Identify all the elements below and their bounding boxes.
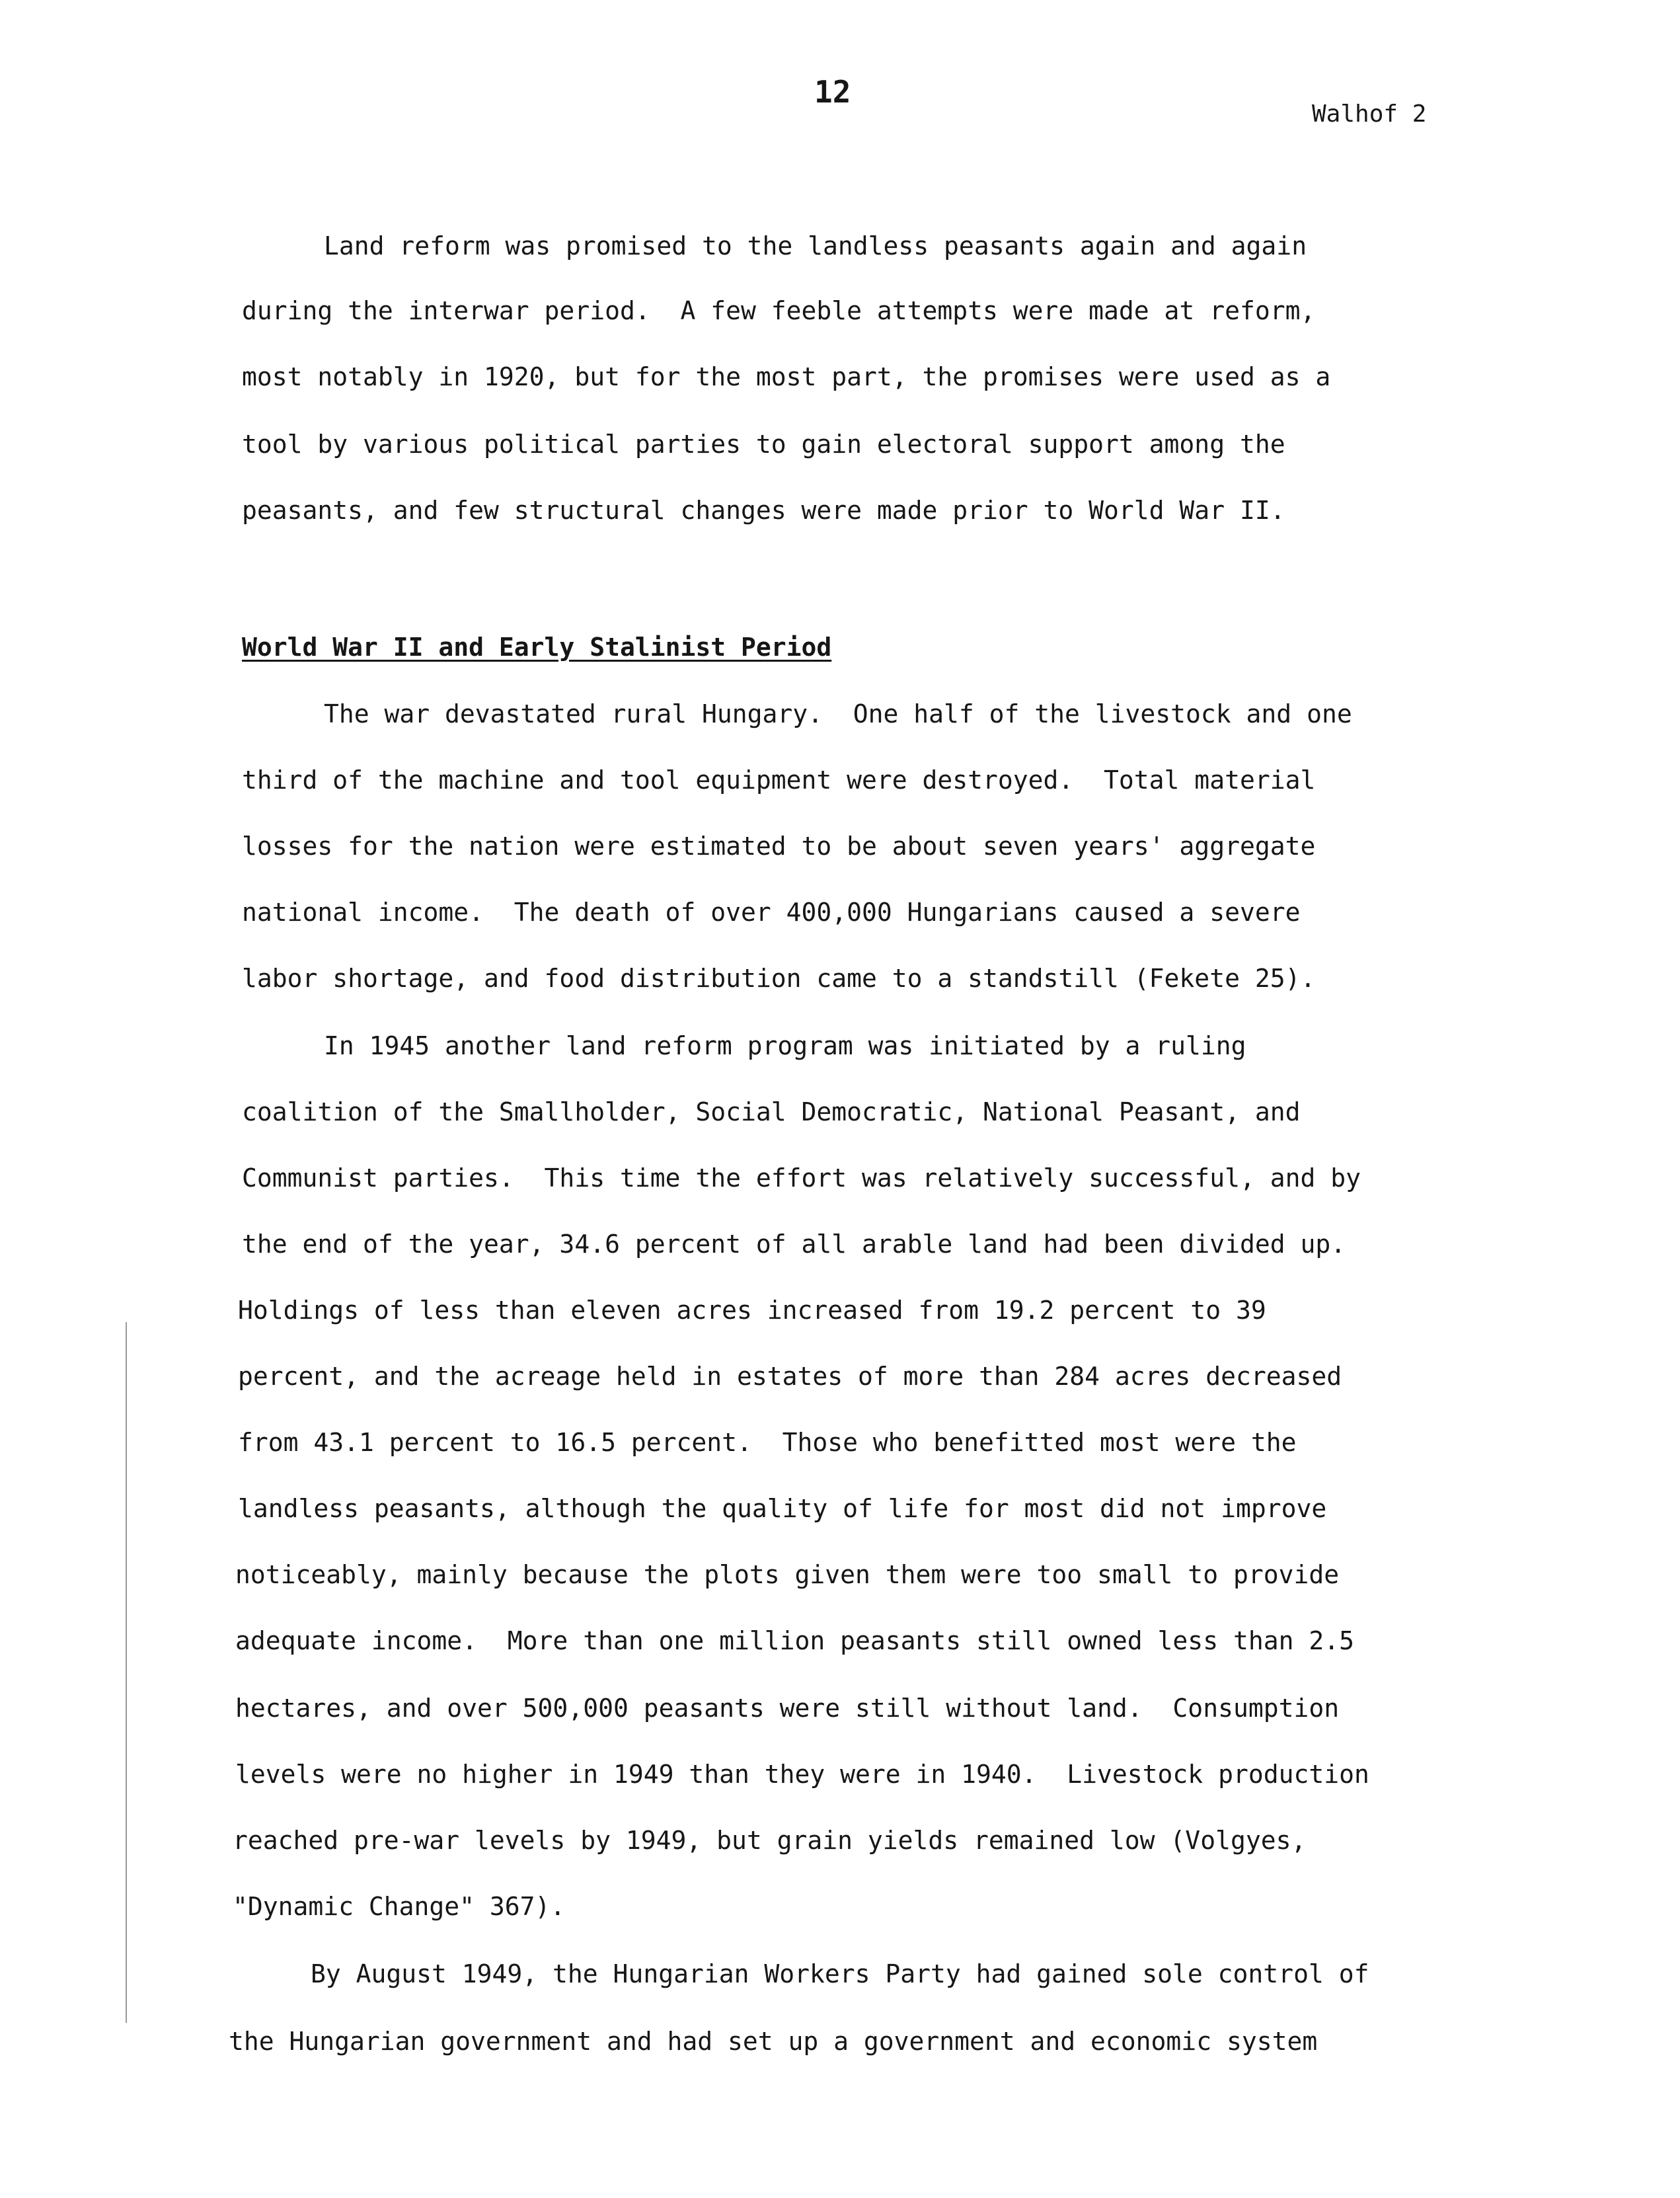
text-line: Land reform was promised to the landless peasants again and again bbox=[324, 231, 1307, 260]
text-line: In 1945 another land reform program was initiated by a ruling bbox=[324, 1031, 1246, 1060]
text-line: By August 1949, the Hungarian Workers Party had gained sole control of bbox=[311, 1959, 1369, 1988]
text-line: Communist parties. This time the effort was relatively successful, and by bbox=[242, 1163, 1361, 1193]
text-line: the Hungarian government and had set up a government and economic system bbox=[229, 2027, 1318, 2056]
text-line: hectares, and over 500,000 peasants were still without land. Consumption bbox=[235, 1694, 1340, 1723]
text-line: levels were no higher in 1949 than they were in 1940. Livestock production bbox=[235, 1760, 1369, 1789]
text-line: "Dynamic Change" 367). bbox=[233, 1892, 566, 1921]
text-line: percent, and the acreage held in estates of more than 284 acres decreased bbox=[238, 1362, 1342, 1391]
text-line: labor shortage, and food distribution came to a standstill (Fekete 25). bbox=[242, 964, 1316, 993]
text-line: noticeably, mainly because the plots given them were too small to provide bbox=[235, 1560, 1340, 1589]
text-line: national income. The death of over 400,000 Hungarians caused a severe bbox=[242, 898, 1301, 927]
section-heading: World War II and Early Stalinist Period bbox=[242, 633, 832, 662]
page-number: 12 bbox=[814, 74, 851, 110]
text-line: coalition of the Smallholder, Social Democratic, National Peasant, and bbox=[242, 1097, 1301, 1126]
binding-mark bbox=[126, 1739, 127, 2023]
text-line: third of the machine and tool equipment were destroyed. Total material bbox=[242, 765, 1316, 795]
running-head: Walhof 2 bbox=[1312, 100, 1427, 128]
text-line: tool by various political parties to gain electoral support among the bbox=[242, 430, 1285, 459]
text-line: landless peasants, although the quality of life for most did not improve bbox=[238, 1494, 1327, 1523]
text-line: peasants, and few structural changes were made prior to World War II. bbox=[242, 496, 1285, 525]
text-line: most notably in 1920, but for the most part, the promises were used as a bbox=[242, 362, 1331, 391]
binding-mark bbox=[126, 1983, 127, 2023]
text-line: the end of the year, 34.6 percent of all arable land had been divided up. bbox=[242, 1230, 1346, 1259]
text-line: adequate income. More than one million peasants still owned less than 2.5 bbox=[235, 1626, 1354, 1655]
text-line: The war devastated rural Hungary. One half of the livestock and one bbox=[324, 699, 1352, 728]
text-line: Holdings of less than eleven acres increased from 19.2 percent to 39 bbox=[238, 1296, 1266, 1325]
text-line: reached pre-war levels by 1949, but grain yields remained low (Volgyes, bbox=[233, 1826, 1307, 1855]
text-line: during the interwar period. A few feeble attempts were made at reform, bbox=[242, 296, 1316, 325]
text-line: from 43.1 percent to 16.5 percent. Those who benefitted most were the bbox=[238, 1428, 1297, 1457]
text-line: losses for the nation were estimated to be about seven years' aggregate bbox=[242, 832, 1316, 861]
